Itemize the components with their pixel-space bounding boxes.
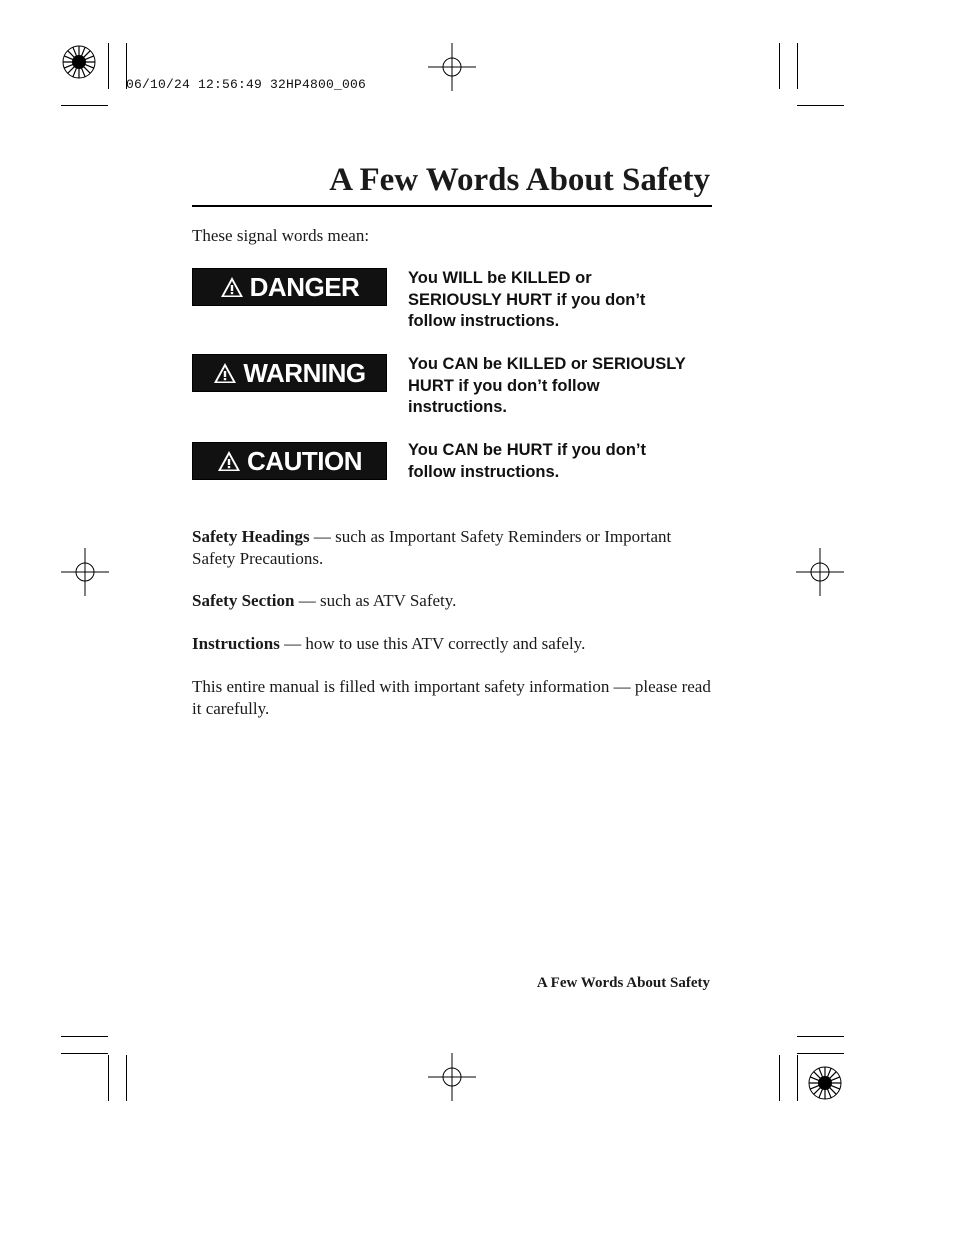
warning-description — [408, 354, 718, 419]
danger-line-2: SERIOUSLY HURT if you don’t — [408, 290, 646, 309]
para-text: — such as Important Safety Reminders or Important Safety Precautions. — [192, 527, 672, 568]
caution-label: CAUTION — [247, 445, 362, 476]
caution-line-2: follow instructions. — [408, 462, 560, 481]
danger-badge — [192, 268, 387, 306]
paragraph-safety-headings — [192, 526, 712, 570]
caution-description — [408, 440, 718, 483]
danger-line-1: You WILL be KILLED or — [408, 269, 592, 287]
danger-description — [408, 268, 718, 333]
term-safety-section: Safety Section — [192, 591, 295, 610]
page-title: A Few Words About Safety — [329, 162, 710, 198]
registration-star-bottom-icon — [807, 1065, 843, 1101]
caution-badge — [192, 442, 387, 480]
para-text: This entire manual is filled with important safety information — please read it carefully. — [192, 677, 711, 718]
warning-badge — [192, 354, 387, 392]
print-slug: 06/10/24 12:56:49 32HP4800_006 — [126, 77, 367, 92]
warning-triangle-icon — [213, 362, 237, 384]
registration-star-top-icon — [61, 44, 97, 80]
para-text: — such as ATV Safety. — [294, 591, 457, 610]
warning-triangle-icon — [217, 450, 241, 472]
danger-label: DANGER — [249, 271, 360, 302]
paragraph-safety-section — [192, 590, 712, 612]
running-footer: A Few Words About Safety — [536, 975, 710, 991]
crosshair-top-icon — [428, 43, 476, 91]
intro-text: These signal words mean: — [192, 226, 370, 245]
paragraph-manual-note — [192, 676, 712, 720]
crosshair-bottom-icon — [428, 1053, 476, 1101]
term-instructions: Instructions — [192, 634, 280, 653]
crosshair-left-icon — [61, 548, 109, 596]
warning-line-2: HURT if you don’t follow — [408, 376, 600, 395]
title-rule — [192, 205, 712, 207]
warning-line-3: instructions. — [408, 398, 508, 416]
term-safety-headings: Safety Headings — [192, 527, 310, 546]
caution-line-1: You CAN be HURT if you don’t — [408, 441, 647, 459]
warning-line-1: You CAN be KILLED or SERIOUSLY — [408, 355, 686, 373]
paragraph-instructions — [192, 633, 712, 655]
danger-line-3: follow instructions. — [408, 312, 560, 330]
crosshair-right-icon — [796, 548, 844, 596]
warning-label: WARNING — [243, 357, 366, 388]
para-text: — how to use this ATV correctly and safely. — [279, 634, 586, 653]
warning-triangle-icon — [220, 276, 244, 298]
